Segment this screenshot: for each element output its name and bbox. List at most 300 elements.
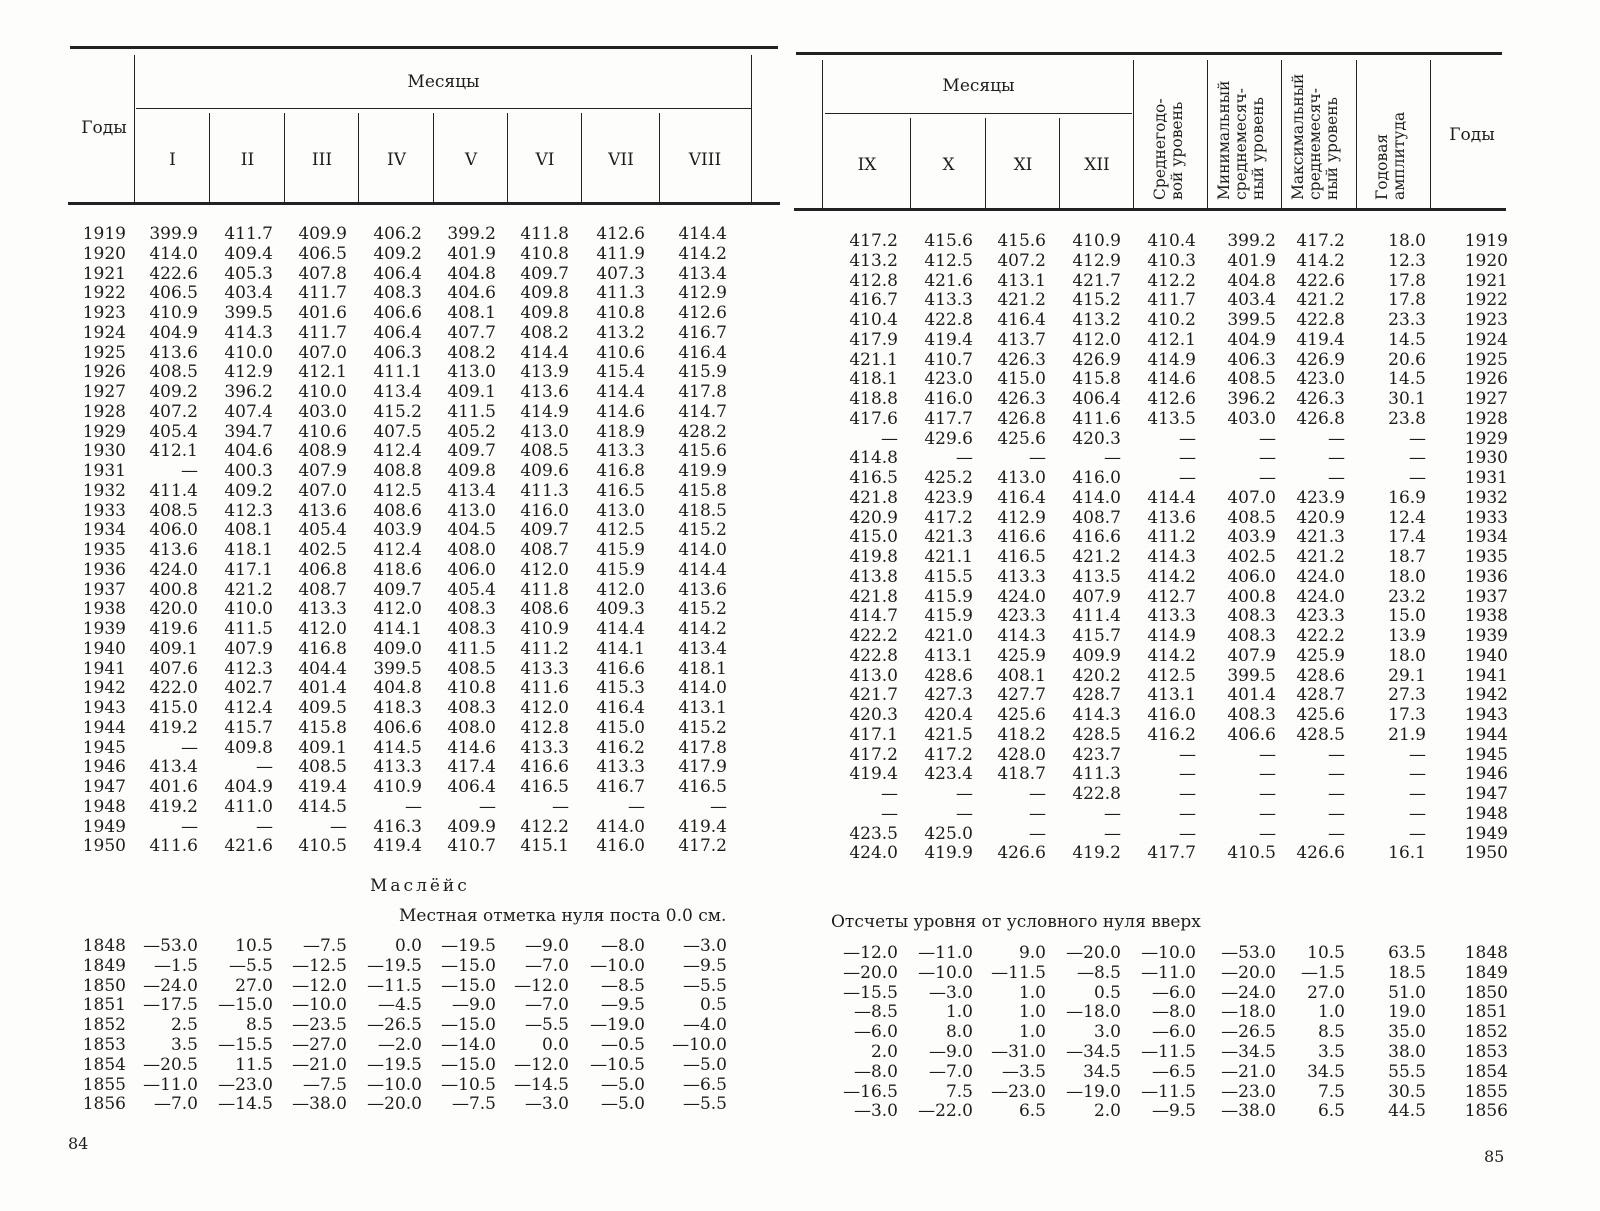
table-cell: 409.8	[224, 737, 273, 758]
table-cell: 421.1	[849, 349, 898, 370]
table-cell: 416.0	[520, 500, 569, 521]
table-cell: 417.7	[1147, 843, 1196, 864]
table-cell: 410.8	[447, 678, 496, 699]
table-cell: —19.5	[367, 955, 422, 976]
table-cell: —	[1104, 823, 1121, 844]
table-cell: —	[628, 796, 645, 817]
table-cell: 420.0	[149, 599, 198, 620]
table-cell: 1926	[82, 362, 126, 383]
table-cell: 405.4	[298, 520, 347, 541]
left-month-col-header: IV	[387, 150, 406, 170]
left-top-rule	[70, 46, 778, 49]
table-cell: 1855	[82, 1074, 126, 1095]
table-cell: —14.5	[514, 1074, 569, 1095]
table-row	[70, 1076, 727, 1096]
table-cell: —	[1104, 803, 1121, 824]
table-cell: 418.7	[997, 764, 1046, 785]
table-cell: 1947	[82, 777, 126, 797]
table-cell: 412.2	[1147, 270, 1196, 291]
left-col-divider	[433, 113, 434, 202]
table-cell: 406.5	[149, 283, 198, 304]
table-cell: 413.2	[849, 250, 898, 271]
table-cell: 1855	[1464, 1081, 1508, 1102]
table-cell: 416.5	[678, 777, 727, 797]
table-cell: 414.9	[520, 401, 569, 422]
table-row	[70, 1036, 727, 1056]
table-cell: 415.8	[678, 480, 727, 501]
table-cell: —27.0	[292, 1034, 347, 1055]
table-cell: 1.0	[1018, 982, 1046, 1003]
table-cell: —20.0	[367, 1094, 422, 1115]
table-cell: 412.4	[373, 441, 422, 462]
table-cell: 399.2	[447, 224, 496, 244]
table-cell: 1925	[82, 342, 126, 363]
left-col-divider	[659, 113, 660, 202]
table-cell: —1.5	[1300, 962, 1345, 983]
table-row	[830, 272, 1508, 292]
table-cell: 408.3	[447, 599, 496, 620]
table-cell: —10.0	[292, 995, 347, 1016]
table-cell: 413.0	[520, 421, 569, 442]
table-cell: 411.2	[1147, 527, 1196, 548]
table-cell: 418.3	[373, 698, 422, 718]
left-data-table	[70, 225, 727, 857]
table-cell: 408.7	[298, 579, 347, 600]
table-cell: 413.2	[1072, 310, 1121, 330]
table-cell: —6.5	[1151, 1061, 1196, 1082]
table-cell: 416.5	[849, 468, 898, 488]
table-cell: 414.1	[596, 638, 645, 659]
table-cell: 418.6	[373, 559, 422, 580]
table-cell: 34.5	[1083, 1061, 1121, 1082]
table-cell: —5.0	[682, 1054, 727, 1075]
table-cell: 415.9	[924, 606, 973, 627]
table-cell: 10.5	[1307, 943, 1345, 963]
table-row	[70, 758, 727, 778]
table-cell: 413.4	[678, 263, 727, 284]
table-cell: 1.0	[1018, 1002, 1046, 1023]
table-cell: 16.9	[1388, 487, 1426, 508]
table-cell: 415.4	[596, 362, 645, 383]
right-col-divider	[1059, 118, 1060, 208]
table-cell: 408.3	[447, 619, 496, 639]
table-cell: —9.5	[600, 995, 645, 1016]
table-cell: 426.8	[997, 408, 1046, 429]
table-cell: 1924	[82, 322, 126, 343]
table-cell: —5.5	[682, 975, 727, 996]
table-cell: 1931	[1464, 468, 1508, 488]
table-cell: 406.4	[373, 263, 422, 284]
table-cell: 408.3	[373, 283, 422, 304]
table-cell: 1921	[82, 263, 126, 284]
table-cell: —11.5	[1141, 1081, 1196, 1102]
table-cell: 408.5	[298, 757, 347, 778]
table-cell: 406.0	[447, 559, 496, 580]
table-cell: 422.6	[1296, 270, 1345, 291]
table-cell: —3.0	[853, 1101, 898, 1122]
table-cell: 423.7	[1072, 744, 1121, 765]
table-cell: 413.7	[997, 329, 1046, 350]
table-cell: —11.5	[367, 975, 422, 996]
table-cell: 408.1	[224, 520, 273, 541]
table-cell: —	[710, 796, 727, 817]
table-cell: 414.4	[520, 342, 569, 363]
table-cell: 415.6	[924, 231, 973, 251]
table-cell: 410.8	[596, 303, 645, 323]
table-cell: 428.2	[678, 421, 727, 442]
table-row	[70, 363, 727, 383]
table-cell: 1.0	[1018, 1022, 1046, 1043]
table-cell: 423.9	[924, 487, 973, 508]
table-cell: 1854	[82, 1054, 126, 1075]
table-cell: 0.5	[699, 995, 727, 1016]
table-cell: 1935	[1464, 547, 1508, 567]
table-cell: —	[1328, 448, 1345, 469]
table-cell: 21.9	[1388, 724, 1426, 745]
table-cell: 413.3	[520, 658, 569, 679]
table-cell: 413.5	[1147, 408, 1196, 429]
table-cell: —	[1259, 803, 1276, 824]
table-cell: 410.6	[596, 342, 645, 363]
table-cell: 420.9	[849, 507, 898, 528]
table-cell: 419.4	[1296, 329, 1345, 350]
table-cell: 6.5	[1317, 1101, 1345, 1122]
table-row	[830, 984, 1508, 1004]
table-cell: 411.8	[520, 224, 569, 244]
table-cell: 411.8	[520, 579, 569, 600]
table-row	[70, 977, 727, 997]
table-cell: 412.9	[997, 507, 1046, 528]
left-month-col-header: I	[169, 150, 176, 170]
table-cell: 415.2	[678, 520, 727, 541]
table-cell: 411.7	[1147, 290, 1196, 311]
table-cell: 408.3	[447, 698, 496, 718]
table-cell: —	[1029, 784, 1046, 804]
table-cell: 1850	[82, 975, 126, 996]
table-cell: —	[1179, 448, 1196, 469]
table-cell: —	[1409, 803, 1426, 824]
table-cell: —38.0	[292, 1094, 347, 1115]
table-cell: 419.9	[678, 461, 727, 481]
table-cell: 409.5	[298, 698, 347, 718]
table-cell: —9.5	[1151, 1101, 1196, 1122]
table-cell: 415.3	[596, 678, 645, 699]
table-cell: 427.7	[997, 685, 1046, 706]
table-cell: 1946	[1464, 764, 1508, 785]
table-cell: 1943	[82, 698, 126, 718]
table-cell: 30.5	[1388, 1081, 1426, 1102]
table-row	[70, 1095, 727, 1115]
table-cell: 411.6	[1072, 408, 1121, 429]
table-cell: 425.2	[924, 468, 973, 488]
table-cell: 1848	[82, 936, 126, 956]
table-cell: 409.3	[596, 599, 645, 620]
table-cell: 409.9	[1072, 645, 1121, 666]
table-cell: —	[881, 428, 898, 449]
table-cell: —	[1029, 803, 1046, 824]
table-cell: 417.1	[849, 724, 898, 745]
table-cell: 401.4	[298, 678, 347, 699]
table-cell: 408.6	[520, 599, 569, 620]
table-cell: 425.6	[997, 428, 1046, 449]
table-row	[70, 699, 727, 719]
table-cell: 408.2	[447, 342, 496, 363]
table-cell: 425.0	[924, 823, 973, 844]
table-cell: —9.0	[524, 936, 569, 956]
table-cell: 414.2	[678, 243, 727, 264]
table-cell: 413.3	[373, 757, 422, 778]
table-cell: 419.4	[298, 777, 347, 797]
table-cell: —	[256, 757, 273, 778]
table-cell: 399.9	[149, 224, 198, 244]
table-cell: 1920	[82, 243, 126, 264]
table-cell: 414.5	[373, 737, 422, 758]
table-cell: —7.0	[153, 1094, 198, 1115]
table-cell: —23.5	[292, 1015, 347, 1036]
left-years-header: Годы	[81, 118, 127, 138]
table-cell: 417.4	[447, 757, 496, 778]
table-row	[70, 640, 727, 660]
table-row	[70, 482, 727, 502]
table-cell: 428.5	[1072, 724, 1121, 745]
table-cell: —19.0	[1066, 1081, 1121, 1102]
table-row	[70, 442, 727, 462]
table-cell: 1933	[1464, 507, 1508, 528]
table-cell: 424.0	[997, 586, 1046, 607]
table-cell: —21.0	[1221, 1061, 1276, 1082]
table-cell: 409.2	[224, 480, 273, 501]
table-row	[70, 561, 727, 581]
table-cell: 416.0	[596, 836, 645, 857]
table-cell: 14.5	[1388, 369, 1426, 390]
table-cell: 1934	[1464, 527, 1508, 548]
table-cell: 421.3	[1296, 527, 1345, 548]
table-cell: —	[181, 461, 198, 481]
table-cell: 15.0	[1388, 606, 1426, 627]
table-cell: 402.7	[224, 678, 273, 699]
table-cell: 422.2	[1296, 626, 1345, 646]
table-cell: 1938	[1464, 606, 1508, 627]
table-cell: 417.9	[678, 757, 727, 778]
right-col-divider	[1430, 60, 1431, 208]
table-cell: 410.9	[373, 777, 422, 797]
table-cell: —3.0	[928, 982, 973, 1003]
table-cell: 409.6	[520, 461, 569, 481]
table-cell: —9.0	[451, 995, 496, 1016]
table-cell: —16.5	[843, 1081, 898, 1102]
table-cell: 418.1	[678, 658, 727, 679]
table-cell: 414.6	[596, 401, 645, 422]
table-cell: 406.3	[1227, 349, 1276, 370]
table-cell: 408.5	[1227, 507, 1276, 528]
table-cell: 409.9	[298, 224, 347, 244]
table-cell: 414.3	[1147, 547, 1196, 567]
table-cell: 412.9	[1072, 250, 1121, 271]
table-cell: 423.0	[924, 369, 973, 390]
table-cell: 421.2	[1072, 547, 1121, 567]
table-row	[70, 383, 727, 403]
right-years-header: Годы	[1449, 125, 1495, 145]
table-row	[70, 521, 727, 541]
table-cell: 18.5	[1388, 962, 1426, 983]
table-cell: 415.5	[924, 566, 973, 587]
table-cell: 406.0	[1227, 566, 1276, 587]
table-cell: 426.9	[1072, 349, 1121, 370]
table-cell: 38.0	[1388, 1041, 1426, 1062]
table-cell: 414.0	[149, 243, 198, 264]
table-cell: 416.0	[1072, 468, 1121, 488]
table-cell: 408.2	[520, 322, 569, 343]
table-cell: —	[1328, 744, 1345, 765]
table-cell: 415.7	[1072, 626, 1121, 646]
table-cell: 406.0	[149, 520, 198, 541]
table-cell: 421.7	[1072, 270, 1121, 291]
right-col-divider	[1281, 60, 1282, 208]
table-row	[830, 588, 1508, 608]
table-cell: —20.0	[843, 962, 898, 983]
table-cell: 411.6	[520, 678, 569, 699]
table-cell: 414.6	[1147, 369, 1196, 390]
table-cell: 1941	[1464, 665, 1508, 686]
table-cell: —	[1104, 448, 1121, 469]
table-cell: 1919	[82, 224, 126, 244]
table-cell: 419.8	[849, 547, 898, 567]
zero-mark-note: Местная отметка нуля поста 0.0 см.	[399, 906, 727, 926]
table-cell: 27.0	[235, 975, 273, 996]
table-cell: 410.9	[149, 303, 198, 323]
table-cell: 409.1	[447, 382, 496, 402]
table-cell: 409.7	[520, 263, 569, 284]
table-cell: 421.2	[1296, 290, 1345, 311]
table-cell: —15.0	[441, 955, 496, 976]
table-cell: —22.0	[918, 1101, 973, 1122]
table-cell: 423.4	[924, 764, 973, 785]
table-cell: —	[1259, 823, 1276, 844]
table-cell: 418.1	[849, 369, 898, 390]
table-cell: 407.2	[149, 401, 198, 422]
table-cell: 9.0	[1018, 943, 1046, 963]
table-cell: 416.0	[924, 389, 973, 409]
table-cell: —38.0	[1221, 1101, 1276, 1122]
left-col-divider	[581, 113, 582, 202]
table-row	[70, 324, 727, 344]
table-cell: 414.4	[678, 559, 727, 580]
table-cell: 407.9	[1227, 645, 1276, 666]
table-cell: 407.0	[298, 342, 347, 363]
table-cell: 415.8	[298, 717, 347, 738]
right-col-divider	[985, 118, 986, 208]
table-row	[830, 489, 1508, 509]
right-month-col-header: XII	[1084, 155, 1110, 175]
table-cell: 63.5	[1388, 943, 1426, 963]
station-name: Маслёйс	[370, 876, 470, 896]
table-cell: 408.5	[447, 658, 496, 679]
table-cell: 408.3	[1227, 705, 1276, 725]
table-cell: —31.0	[991, 1041, 1046, 1062]
table-cell: 414.4	[678, 224, 727, 244]
table-cell: 408.3	[1227, 626, 1276, 646]
table-cell: 412.3	[224, 658, 273, 679]
table-cell: 1856	[82, 1094, 126, 1115]
table-cell: 18.7	[1388, 547, 1426, 567]
table-cell: 17.3	[1388, 705, 1426, 725]
table-row	[70, 719, 727, 739]
table-cell: 411.7	[298, 322, 347, 343]
table-cell: 411.3	[1072, 764, 1121, 785]
table-cell: 408.7	[1072, 507, 1121, 528]
table-cell: 414.9	[1147, 626, 1196, 646]
table-cell: 412.0	[1072, 329, 1121, 350]
table-cell: 404.8	[373, 678, 422, 699]
table-cell: 18.0	[1388, 231, 1426, 251]
table-cell: —	[1409, 468, 1426, 488]
table-cell: —7.0	[524, 955, 569, 976]
table-cell: —21.0	[292, 1054, 347, 1075]
table-cell: 411.5	[447, 638, 496, 659]
table-cell: 1933	[82, 500, 126, 521]
table-row	[830, 1102, 1508, 1122]
table-row	[70, 1056, 727, 1076]
table-cell: 23.8	[1388, 408, 1426, 429]
table-cell: —8.5	[600, 975, 645, 996]
table-cell: —	[1328, 428, 1345, 449]
table-cell: —9.0	[928, 1041, 973, 1062]
table-cell: 409.1	[298, 737, 347, 758]
table-cell: 428.7	[1296, 685, 1345, 706]
table-cell: 403.0	[1227, 408, 1276, 429]
table-cell: 404.9	[224, 777, 273, 797]
table-cell: 411.7	[224, 224, 273, 244]
table-cell: 416.6	[1072, 527, 1121, 548]
table-cell: —5.0	[600, 1074, 645, 1095]
table-cell: —10.0	[1141, 943, 1196, 963]
table-cell: —	[1328, 468, 1345, 488]
table-cell: 415.7	[224, 717, 273, 738]
table-cell: 411.3	[520, 480, 569, 501]
table-cell: 1923	[1464, 310, 1508, 330]
left-month-col-header: V	[464, 150, 478, 170]
table-cell: —	[1409, 428, 1426, 449]
table-cell: 421.5	[924, 724, 973, 745]
table-cell: —15.0	[441, 975, 496, 996]
table-cell: 1937	[1464, 586, 1508, 607]
table-cell: 406.4	[1072, 389, 1121, 409]
table-cell: 11.5	[235, 1054, 273, 1075]
table-cell: 415.1	[520, 836, 569, 857]
table-cell: 424.0	[849, 843, 898, 864]
table-cell: —10.5	[441, 1074, 496, 1095]
table-cell: 1929	[82, 421, 126, 442]
table-cell: 396.2	[1227, 389, 1276, 409]
table-row	[830, 1003, 1508, 1023]
table-cell: 410.4	[1147, 231, 1196, 251]
table-cell: 408.0	[447, 717, 496, 738]
table-cell: —8.0	[600, 936, 645, 956]
table-cell: 416.2	[596, 737, 645, 758]
table-row	[830, 667, 1508, 687]
table-cell: 404.9	[149, 322, 198, 343]
table-cell: —15.5	[843, 982, 898, 1003]
table-cell: 413.0	[849, 665, 898, 686]
table-cell: 1932	[82, 480, 126, 501]
table-cell: 403.9	[373, 520, 422, 541]
table-row	[830, 686, 1508, 706]
table-row	[70, 778, 727, 798]
table-cell: 424.0	[1296, 586, 1345, 607]
table-cell: 414.0	[678, 678, 727, 699]
table-cell: 417.1	[224, 559, 273, 580]
table-cell: 417.2	[924, 744, 973, 765]
